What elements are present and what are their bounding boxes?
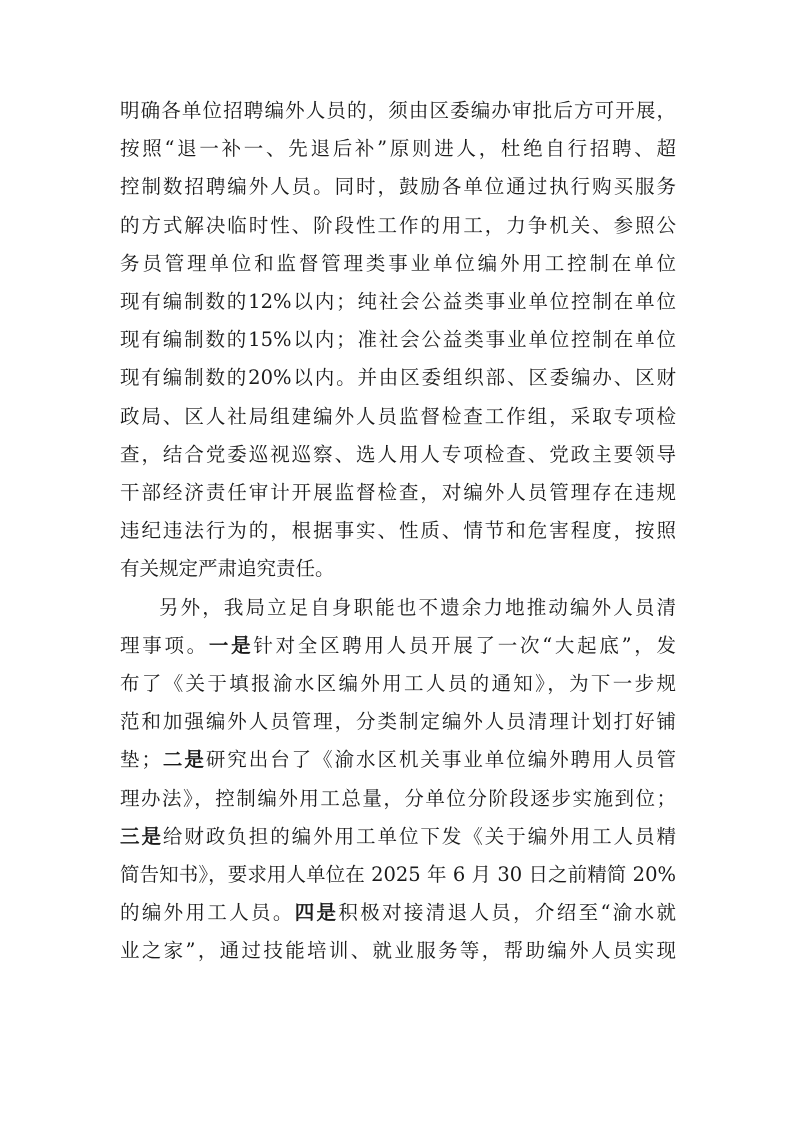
text-line: 政局、区人社局组建编外人员监督检查工作组，采取专项检: [120, 404, 676, 428]
paragraph-2: [120, 589, 676, 971]
text-run: 研究出台了《渝水区机关事业单位编外聘用人员管: [205, 748, 676, 772]
text-line: 按照“退一补一、先退后补”原则进人，杜绝自行招聘、超: [120, 137, 676, 161]
text-line: 控制数招聘编外人员。同时，鼓励各单位通过执行购买服务: [120, 175, 676, 199]
text-line: 务员管理单位和监督管理类事业单位编外用工控制在单位: [120, 251, 676, 275]
text-line: 的方式解决临时性、阶段性工作的用工，力争机关、参照公: [120, 213, 676, 237]
text-line: 范和加强编外人员管理，分类制定编外人员清理计划打好铺: [120, 710, 676, 734]
text-line: 简告知书》，要求用人单位在 2025 年 6 月 30 日之前精简 20%: [120, 863, 676, 887]
text-run: 针对全区聘用人员开展了一次“大起底”，发: [253, 633, 676, 657]
text-line: 干部经济责任审计开展监督检查，对编外人员管理存在违规: [120, 481, 676, 505]
text-run: 理事项。: [120, 633, 209, 657]
bold-marker-3: 三是: [120, 824, 163, 848]
text-line: 现有编制数的15%以内；准社会公益类事业单位控制在单位: [120, 328, 676, 352]
text-line: [120, 818, 676, 856]
text-line: 有关规定严肃追究责任。: [120, 557, 335, 581]
text-line: 违纪违法行为的，根据事实、性质、情节和危害程度，按照: [120, 519, 676, 543]
text-line: [120, 894, 676, 932]
text-line: 查，结合党委巡视巡察、选人用人专项检查、党政主要领导: [120, 442, 676, 466]
text-run: 积极对接清退人员，介绍至“渝水就: [338, 901, 676, 925]
text-line: 明确各单位招聘编外人员的，须由区委编办审批后方可开展，: [120, 99, 676, 122]
text-line: 布了《关于填报渝水区编外用工人员的通知》，为下一步规: [120, 672, 676, 696]
text-run: 的编外用工人员。: [120, 901, 295, 925]
text-line: 现有编制数的12%以内；纯社会公益类事业单位控制在单位: [120, 290, 676, 314]
text-line: 业之家”，通过技能培训、就业服务等，帮助编外人员实现: [120, 939, 676, 963]
text-line: 现有编制数的20%以内。并由区委组织部、区委编办、区财: [120, 366, 676, 390]
text-line: 另外，我局立足自身职能也不遗余力地推动编外人员清: [159, 595, 676, 619]
bold-marker-4: 四是: [294, 901, 339, 925]
paragraph-1: [120, 92, 676, 589]
document-page: [120, 92, 676, 971]
text-line: [120, 741, 676, 779]
text-line: 理办法》，控制编外用工总量，分单位分阶段逐步实施到位；: [120, 786, 676, 810]
bold-marker-1: 一是: [208, 633, 254, 657]
bold-marker-2: 二是: [160, 748, 206, 772]
text-line: [120, 627, 676, 665]
text-run: 垫；: [120, 748, 161, 772]
text-run: 给财政负担的编外用工单位下发《关于编外用工人员精: [162, 824, 676, 848]
